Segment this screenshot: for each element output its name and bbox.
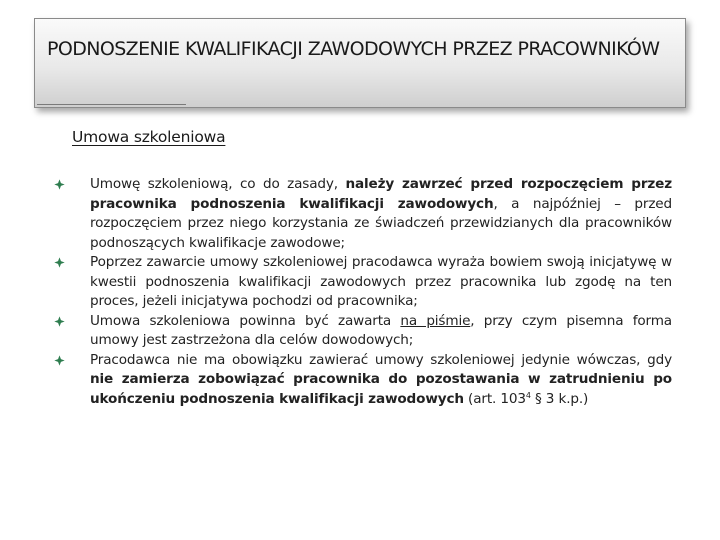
item-underlined-text: na piśmie xyxy=(400,312,471,329)
item-text: , przy czym pisemna forma umowy jest zastrzeżona dla celów dowodowych; xyxy=(90,312,672,348)
item-text: , a najpóźniej – przed rozpoczęciem przez niego korzystania ze świadczeń przewidzianych dla pracowników podnoszących kwalifikacje zawodowe; xyxy=(90,195,672,251)
item-text: (art. 103 xyxy=(463,390,526,407)
item-text: Umowę szkoleniową, co do zasady, xyxy=(90,176,346,192)
title-box xyxy=(34,18,686,108)
item-text: Pracodawca nie ma obowiązku zawierać umowy szkoleniowej jedynie wówczas, gdy xyxy=(90,351,672,368)
four-leaf-diamond-icon xyxy=(54,257,65,268)
slide-title: PODNOSZENIE KWALIFIKACJI ZAWODOWYCH PRZEZ PRACOWNIKÓW xyxy=(47,38,660,60)
item-bold-text: należy zawrzeć przed rozpoczęciem przez pracownika podnoszenia kwalifikacji zawodowych xyxy=(90,176,672,212)
four-leaf-diamond-icon xyxy=(54,316,65,327)
item-text: Umowa szkoleniowa powinna być zawarta xyxy=(90,312,401,329)
item-bold-text: nie zamierza zobowiązać pracownika do pozostawania w zatrudnieniu po ukończeniu podnoszenia kwalifikacji zawodowych xyxy=(90,371,672,407)
list-item xyxy=(52,253,672,312)
item-text: Poprzez zawarcie umowy szkoleniowej pracodawca wyraża bowiem swoją inicjatywę w kwestii podnoszenia kwalifikacji zawodowych przez pracownika lub zgodę na ten proces, jeżeli inicjatywa pochodzi od pracownika; xyxy=(90,254,672,309)
item-text: § 3 k.p.) xyxy=(530,390,589,407)
title-underline xyxy=(37,104,186,105)
section-subtitle: Umowa szkoleniowa xyxy=(72,128,226,146)
bullet-list xyxy=(52,175,672,409)
four-leaf-diamond-icon xyxy=(54,179,65,190)
list-item xyxy=(52,351,672,410)
four-leaf-diamond-icon xyxy=(54,355,65,366)
superscript: 4 xyxy=(525,390,531,400)
list-item xyxy=(52,312,672,351)
list-item xyxy=(52,175,672,253)
